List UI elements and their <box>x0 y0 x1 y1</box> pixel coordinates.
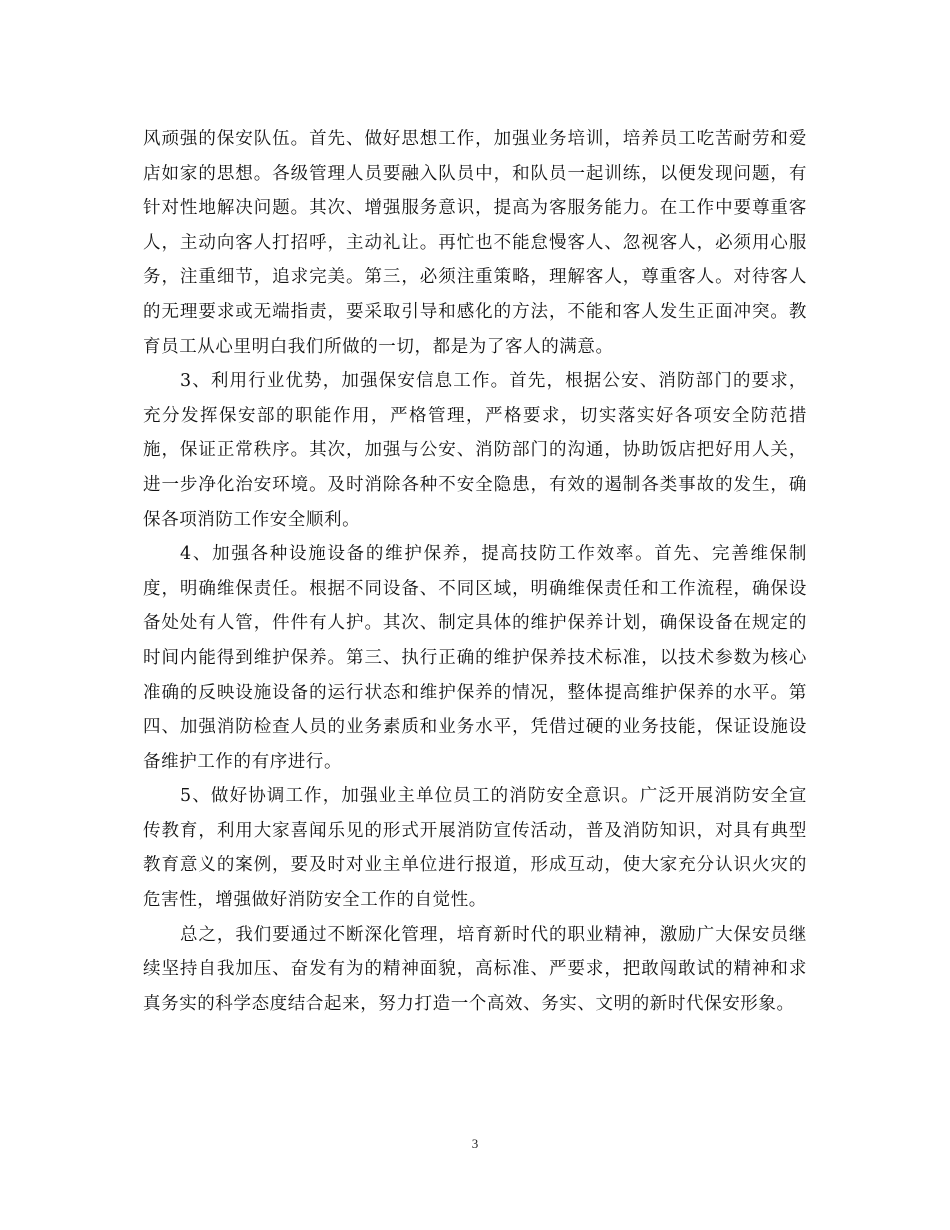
page-number: 3 <box>471 1136 479 1151</box>
document-body <box>143 122 807 1021</box>
paragraph-continuation: 风顽强的保安队伍。首先、做好思想工作，加强业务培训，培养员工吃苦耐劳和爱店如家的思想。各级管理人员要融入队员中，和队员一起训练，以便发现问题，有针对性地解决问题。其次、增强服务意识，提高为客服务能力。在工作中要尊重客人，主动向客人打招呼，主动礼让。再忙也不能怠慢客人、忽视客人，必须用心服务，注重细节，追求完美。第三，必须注重策略，理解客人，尊重客人。对待客人的无理要求或无端指责，要采取引导和感化的方法，不能和客人发生正面冲突。教育员工从心里明白我们所做的一切，都是为了客人的满意。 <box>143 129 807 357</box>
paragraph-conclusion: 总之，我们要通过不断深化管理，培育新时代的职业精神，激励广大保安员继续坚持自我加压、奋发有为的精神面貌，高标准、严要求，把敢闯敢试的精神和求真务实的科学态度结合起来，努力打造一个高效、务实、文明的新时代保安形象。 <box>143 924 807 1014</box>
paragraph-item-3: 3、利用行业优势，加强保安信息工作。首先，根据公安、消防部门的要求，充分发挥保安部的职能作用，严格管理，严格要求，切实落实好各项安全防范措施，保证正常秩序。其次，加强与公安、消防部门的沟通，协助饭店把好用人关，进一步净化治安环境。及时消除各种不安全隐患，有效的遏制各类事故的发生，确保各项消防工作安全顺利。 <box>143 371 807 530</box>
paragraph-item-4: 4、加强各种设施设备的维护保养，提高技防工作效率。首先、完善维保制度，明确维保责任。根据不同设备、不同区域，明确维保责任和工作流程，确保设备处处有人管，件件有人护。其次、制定具体的维护保养计划，确保设备在规定的时间内能得到维护保养。第三、执行正确的维护保养技术标准，以技术参数为核心准确的反映设施设备的运行状态和维护保养的情况，整体提高维护保养的水平。第四、加强消防检查人员的业务素质和业务水平，凭借过硬的业务技能，保证设施设备维护工作的有序进行。 <box>143 544 807 772</box>
paragraph-item-5: 5、做好协调工作，加强业主单位员工的消防安全意识。广泛开展消防安全宣传教育，利用大家喜闻乐见的形式开展消防宣传活动，普及消防知识，对具有典型教育意义的案例，要及时对业主单位进行报道，形成互动，使大家充分认识火灾的危害性，增强做好消防安全工作的自觉性。 <box>143 786 807 911</box>
